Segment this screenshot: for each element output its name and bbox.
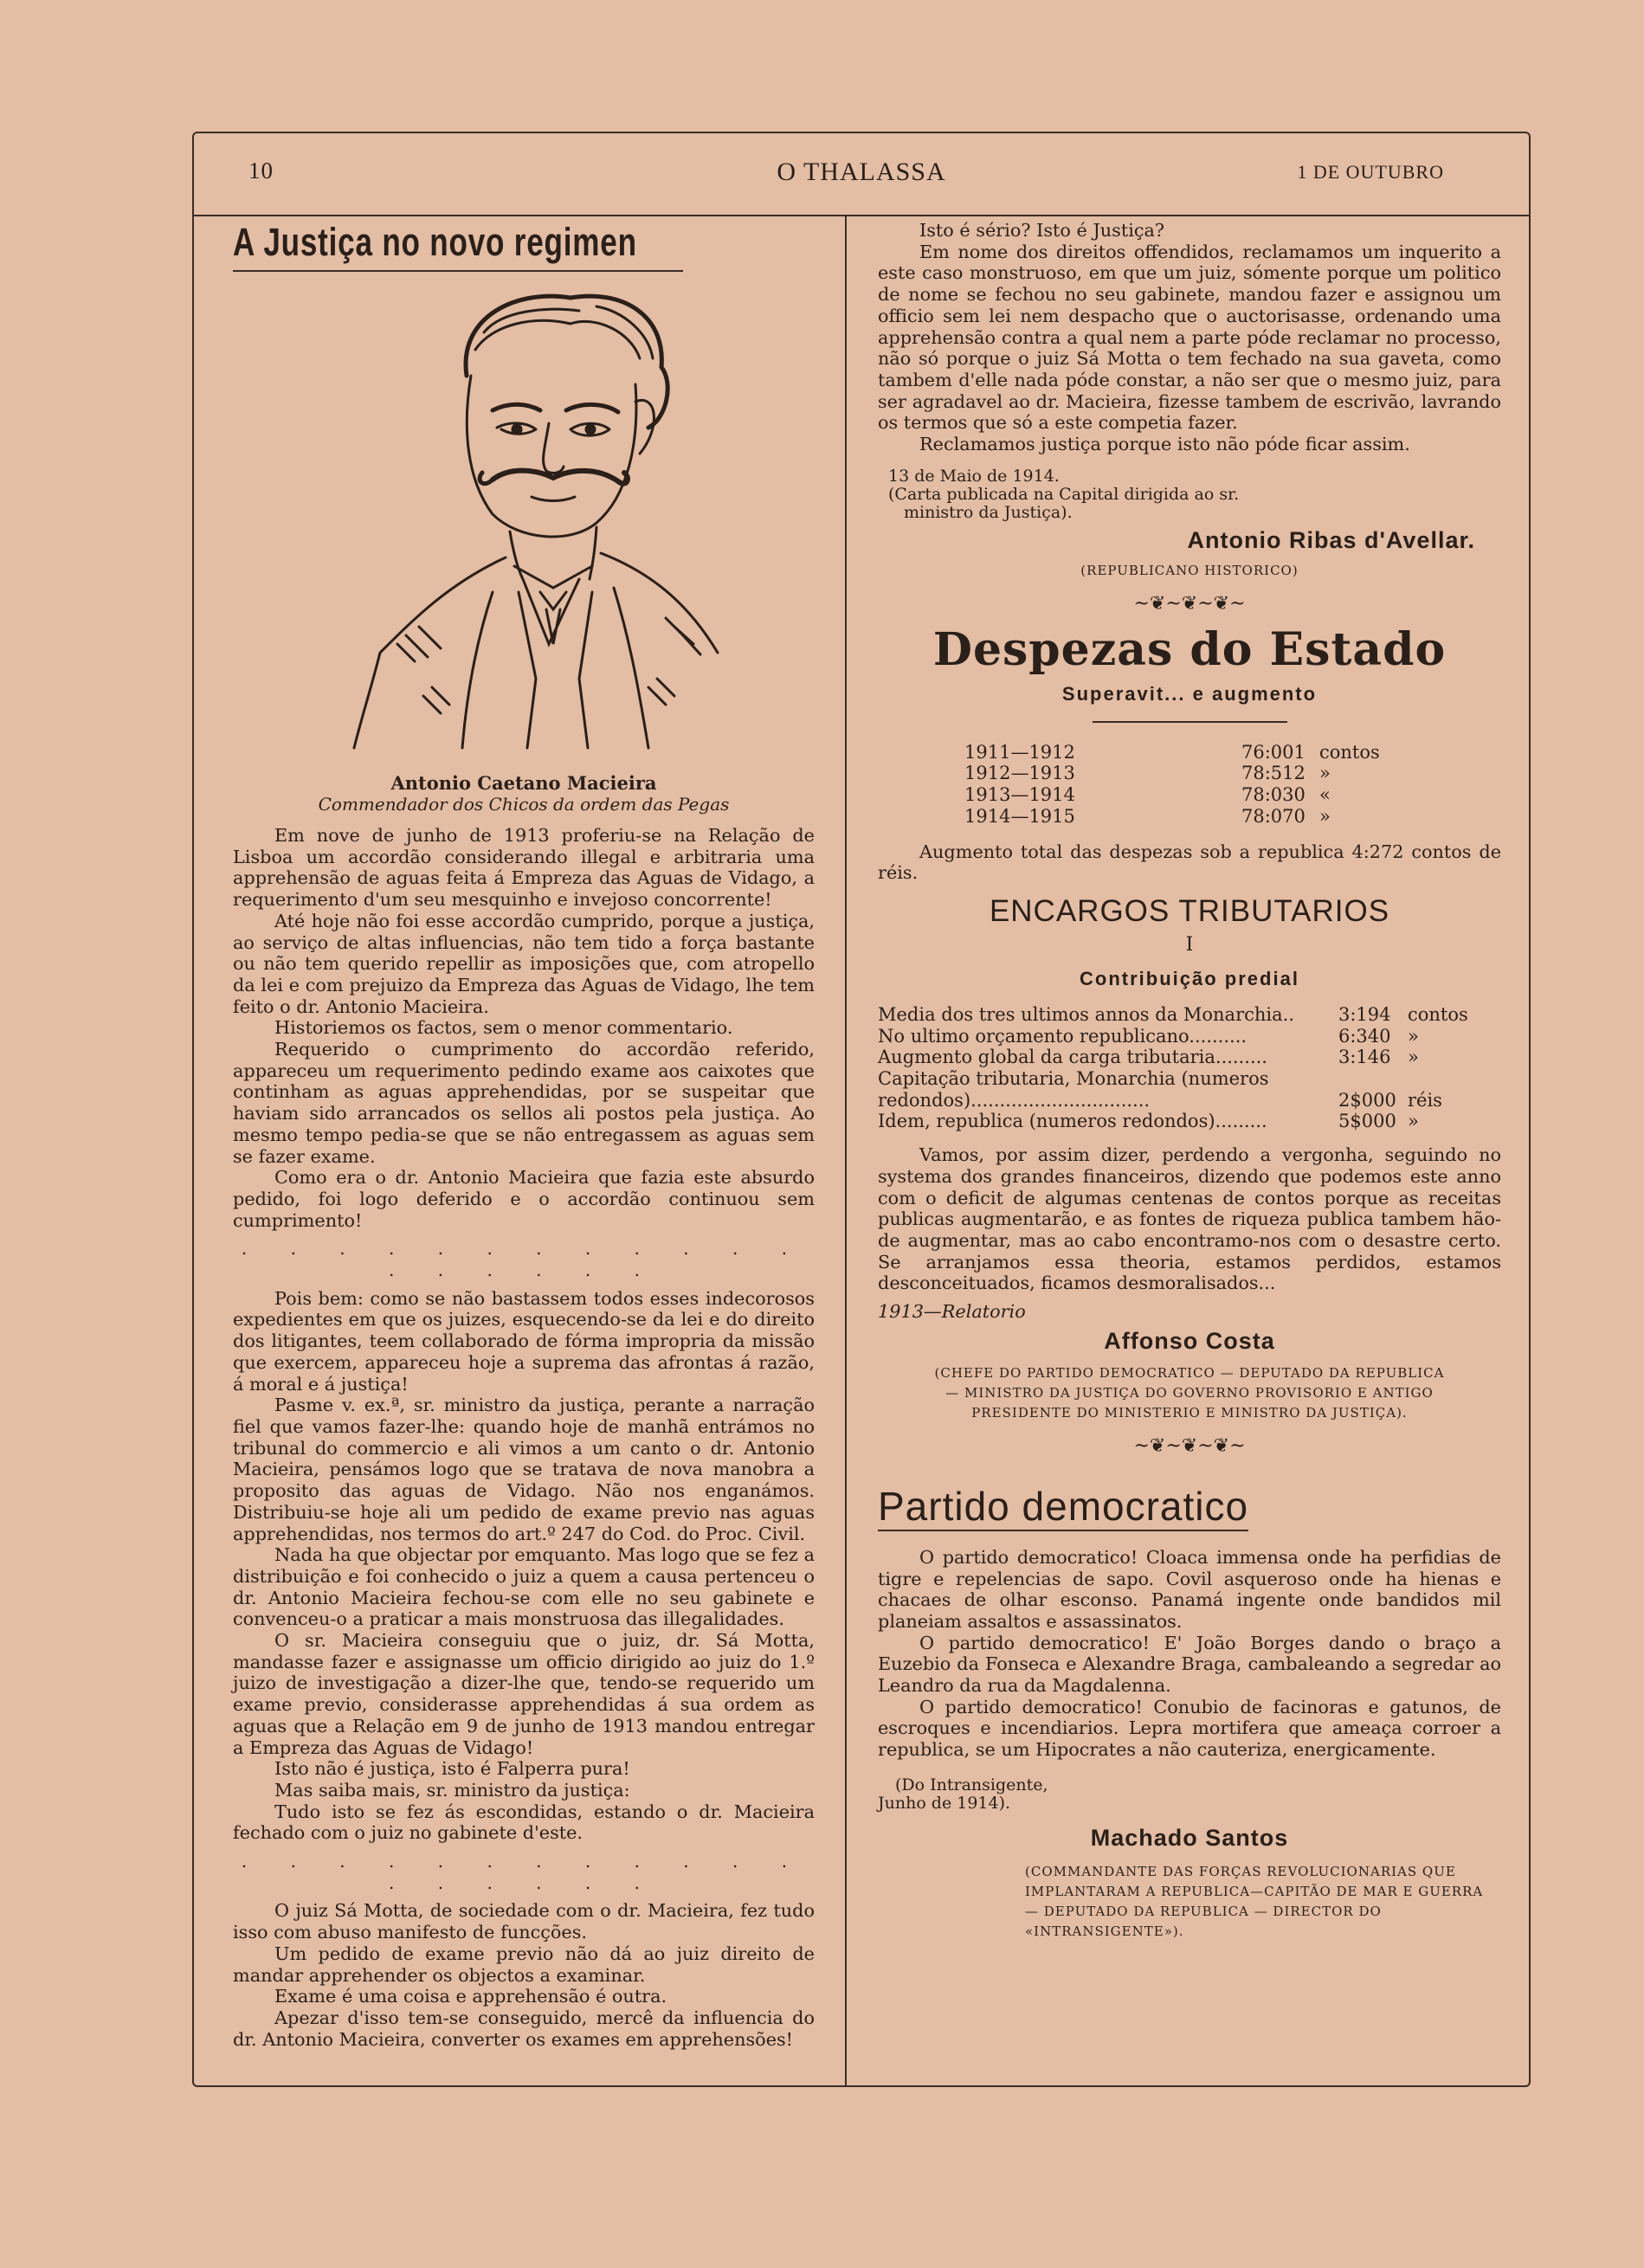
column-divider [845,216,847,2085]
section-title-partido: Partido democratico [878,1483,1248,1531]
page-number: 10 [248,158,274,184]
page-header [194,133,1529,216]
budget-unit: » [1319,805,1331,827]
tax-value: 5$000 [1338,1111,1396,1132]
tax-label: Idem, republica (numeros redondos)......... [878,1111,1267,1132]
paragraph: Mas saiba mais, sr. ministro da justiça: [274,1779,630,1801]
budget-note: Augmento total das despezas sob a republica 4:272 contos de réis. [878,841,1501,884]
paragraph: Pasme v. ex.ª, sr. ministro da justiça, perante a narração fiel que vamos fazer-lhe: quando hoje de manhã entrámos no tribunal do commercio e ali vimos a um canto o dr. Antonio Macieira, pensámos logo que se tratava de nova manobra a proposito das aguas de Vidago. Não nos enganámos. Distribuiu-se hoje ali um pedido de exame previo nas aguas apprehendidas, nos termos do art.º 247 do Cod. do Proc. Civil. [233,1395,815,1544]
budget-table [964,742,1380,828]
issue-date: 1 DE OUTUBRO [1297,161,1444,183]
paragraph: O partido democratico! E' João Borges dando o braço a Euzebio da Fonseca e Alexandre Braga, cambaleando a segredar ao Leandro da rua da Magdalenna. [878,1632,1501,1697]
paragraph: Nada ha que objectar por emquanto. Mas logo que se fez a distribuição e foi conhecido o juiz a quem a causa pertenceu o dr. Antonio Macieira fechou-se com elle no seu gabinete e convenceu-o a praticar a mais monstruosa das illegalidades. [233,1544,815,1630]
dot-separator: . . . . . . . . . . . . . . . . . . [241,1851,807,1893]
tax-value: 2$000 [1338,1089,1396,1111]
signature-costa: Affonso Costa [1104,1327,1275,1354]
left-column [233,220,815,2050]
budget-value: 78:070 [1241,805,1306,827]
portrait-name: Antonio Caetano Macieira [390,772,657,794]
newspaper-title: O THALASSA [777,158,946,186]
title-rule [233,270,683,272]
section-title-despezas: Despezas do Estado [932,622,1447,676]
paragraph: O juiz Sá Motta, de sociedade com o dr. Macieira, fez tudo isso com abuso manifesto de funcções. [233,1900,815,1943]
tax-unit: » [1408,1025,1419,1047]
paragraph: Vamos, por assim dizer, perdendo a vergonha, seguindo no systema dos grandes financeiros, dizendo que podemos este anno com o deficit de algumas centenas de contos porque as receitas publicas augmentarão, e as fontes de riqueza publica tambem hão-de augmentar, mas ao cabo encontramo-nos com o desastre certo. Se arranjamos essa theoria, estamos perdidos, estamos desconceituados, ficamos desmoralisados... [878,1144,1501,1294]
signature-santos: Machado Santos [1090,1824,1289,1851]
paragraph: O partido democratico! Cloaca immensa onde ha perfidias de tigre e repelencias de sapo. Covil asqueroso onde ha hienas e chacaes de olhar esconso. Panamá ingente onde bandidos mil planeiam assaltos e assassinatos. [878,1546,1501,1632]
paragraph: Exame é uma coisa e apprehensão é outra. [274,1986,667,2007]
budget-year: 1913—1914 [964,784,1075,806]
tax-label: Capitação tributaria, Monarchia (numeros redondos)............................... [878,1068,1269,1111]
tax-unit: réis [1408,1089,1442,1111]
section-subtitle: Superavit... e augmento [1061,682,1318,705]
signature-avellar-note: (REPUBLICANO HISTORICO) [1080,562,1299,578]
paragraph: O sr. Macieira conseguiu que o juiz, dr. Sá Motta, mandasse fazer e assignasse um officio dirigido ao juiz do 1.º juizo de investigação a dizer-lhe que, tendo-se requerido um exame previo, considerasse apprehendidas á sua ordem as aguas que a Relação em 9 de junho de 1913 mandou entregar a Empreza das Aguas de Vidago! [233,1630,815,1758]
paragraph: Até hoje não foi esse accordão cumprido, porque a justiça, ao serviço de altas influencias, não tem tido a força bastante ou não tem querido repellir as imposições que, com atropello da lei e com prejuizo da Empreza das Aguas de Vidago, lhe tem feito o dr. Antonio Macieira. [233,910,815,1017]
short-rule [1093,721,1287,723]
table-row [878,1047,1468,1068]
tax-value: 6:340 [1338,1025,1391,1047]
tax-value: 3:194 [1338,1003,1391,1025]
table-row [878,1111,1468,1132]
paragraph: Em nove de junho de 1913 proferiu-se na Relação de Lisboa um accordão considerando illegal e arbitraria uma apprehensão de aguas feita á Empreza das Aguas de Vidago, a requerimento d'um seu mesquinho e invejoso concorrente! [233,825,815,911]
signature-avellar: Antonio Ribas d'Avellar. [1187,526,1475,553]
letter-date: 13 de Maio de 1914. [888,466,1060,486]
right-column [878,220,1501,1942]
paragraph: Isto não é justiça, isto é Falperra pura! [274,1758,630,1780]
tax-unit: » [1408,1111,1419,1132]
budget-value: 78:030 [1241,784,1306,806]
table-row [964,784,1380,806]
budget-unit: » [1319,763,1331,784]
budget-year: 1911—1912 [964,741,1075,763]
paragraph: O partido democratico! Conubio de facinoras e gatunos, de escroques e incendiarios. Lepra mortifera que ameaça corroer a republica, se um Hipocrates a não cauteriza, energicamente. [878,1696,1501,1761]
budget-year: 1914—1915 [964,805,1075,827]
budget-unit: contos [1319,741,1380,763]
table-row [878,1068,1468,1111]
tax-table [878,1004,1468,1132]
dot-separator: . . . . . . . . . . . . . . . . . . [241,1238,807,1281]
budget-value: 78:512 [1241,763,1306,784]
budget-year: 1912—1913 [964,763,1075,784]
portrait-role: Commendador dos Chicos da ordem das Pegas [318,794,730,815]
contribuicao-title: Contribuição predial [1080,967,1299,989]
budget-unit: « [1319,784,1331,806]
portrait-illustration [319,280,735,765]
letter-source: (Carta publicada na Capital dirigida ao sr. [888,484,1240,504]
paragraph: Isto é sério? Isto é Justiça? [919,220,1165,241]
table-row [878,1004,1468,1026]
source-date: Junho de 1914). [878,1793,1011,1813]
tax-value: 3:146 [1338,1047,1391,1068]
tax-label: No ultimo orçamento republicano.......... [878,1025,1248,1047]
tax-unit: » [1408,1047,1419,1068]
letter-recipient: ministro da Justiça). [904,502,1073,522]
ornament-divider: ~❦~❦~❦~ [1133,592,1246,615]
paragraph: Reclamamos justiça porque isto não póde ficar assim. [919,434,1410,455]
budget-value: 76:001 [1241,741,1306,763]
table-row [964,763,1380,784]
paragraph: Apezar d'isso tem-se conseguido, mercê da influencia do dr. Antonio Macieira, converter os exames em apprehensões! [233,2007,815,2050]
signature-costa-note: (CHEFE DO PARTIDO DEMOCRATICO — DEPUTADO DA REPUBLICA — MINISTRO DA JUSTIÇA DO GOVERNO PROVISORIO E ANTIGO PRESIDENTE DO MINISTERIO E MINISTRO DA JUSTIÇA). [934,1364,1445,1421]
table-row [964,806,1380,828]
table-row [964,742,1380,764]
tax-unit: contos [1408,1003,1468,1025]
paragraph: Pois bem: como se não bastassem todos esses indecorosos expedientes em que os juizes, esquecendo-se da lei e do direito dos litigantes, teem collaborado de fórma impropria da missão que exercem, appareceu hoje a suprema das afrontas á razão, á moral e á justiça! [233,1287,815,1395]
newspaper-page [192,132,1531,2087]
tax-label: Augmento global da carga tributaria......... [878,1047,1267,1068]
paragraph: Historiemos os factos, sem o menor commentario. [274,1017,733,1039]
signature-santos-note: (COMMANDANTE DAS FORÇAS REVOLUCIONARIAS QUE IMPLANTARAM A REPUBLICA—CAPITÃO DE MAR E GUERRA — DEPUTADO DA REPUBLICA — DIRECTOR DO «INTRANSIGENTE»). [1025,1863,1484,1939]
paragraph: Em nome dos direitos offendidos, reclamamos um inquerito a este caso monstruoso, em que um juiz, sómente porque um politico de nome se fechou no seu gabinete, mandou fazer e assignou um officio sem lei nem despacho que o auctorisasse, ordenando uma apprehensão contra a qual nem a parte póde reclamar no processo, não só porque o juiz Sá Motta o tem fechado na sua gaveta, como tambem d'elle nada póde constar, a não ser que o mesmo juiz, para ser agradavel ao dr. Macieira, fizesse tambem de escrivão, lavrando os termos que só a este competia fazer. [878,241,1501,434]
tax-label: Media dos tres ultimos annos da Monarchia.. [878,1003,1294,1025]
table-row [878,1026,1468,1047]
article-title: A Justiça no novo regimen [233,220,637,264]
relatorio-note: 1913—Relatorio [878,1301,1026,1323]
paragraph: Tudo isto se fez ás escondidas, estando o dr. Macieira fechado com o juiz no gabinete d'este. [233,1801,815,1844]
paragraph: Um pedido de exame previo não dá ao juiz direito de mandar apprehender os objectos a examinar. [233,1943,815,1986]
paragraph: Como era o dr. Antonio Macieira que fazia este absurdo pedido, foi logo deferido e o accordão continuou sem cumprimento! [233,1167,815,1231]
roman-numeral: I [1185,933,1194,956]
section-title-encargos: ENCARGOS TRIBUTARIOS [989,893,1390,928]
ornament-divider: ~❦~❦~❦~ [1133,1434,1246,1457]
source-note: (Do Intransigente, [895,1775,1048,1794]
paragraph: Requerido o cumprimento do accordão referido, appareceu um requerimento pedindo exame aos caixotes que continham as aguas apprehendidas, por se suspeitar que haviam sido arrancados os sellos ali postos pela justiça. Ao mesmo tempo pedia-se que se não entregassem as aguas sem se fazer exame. [233,1039,815,1167]
